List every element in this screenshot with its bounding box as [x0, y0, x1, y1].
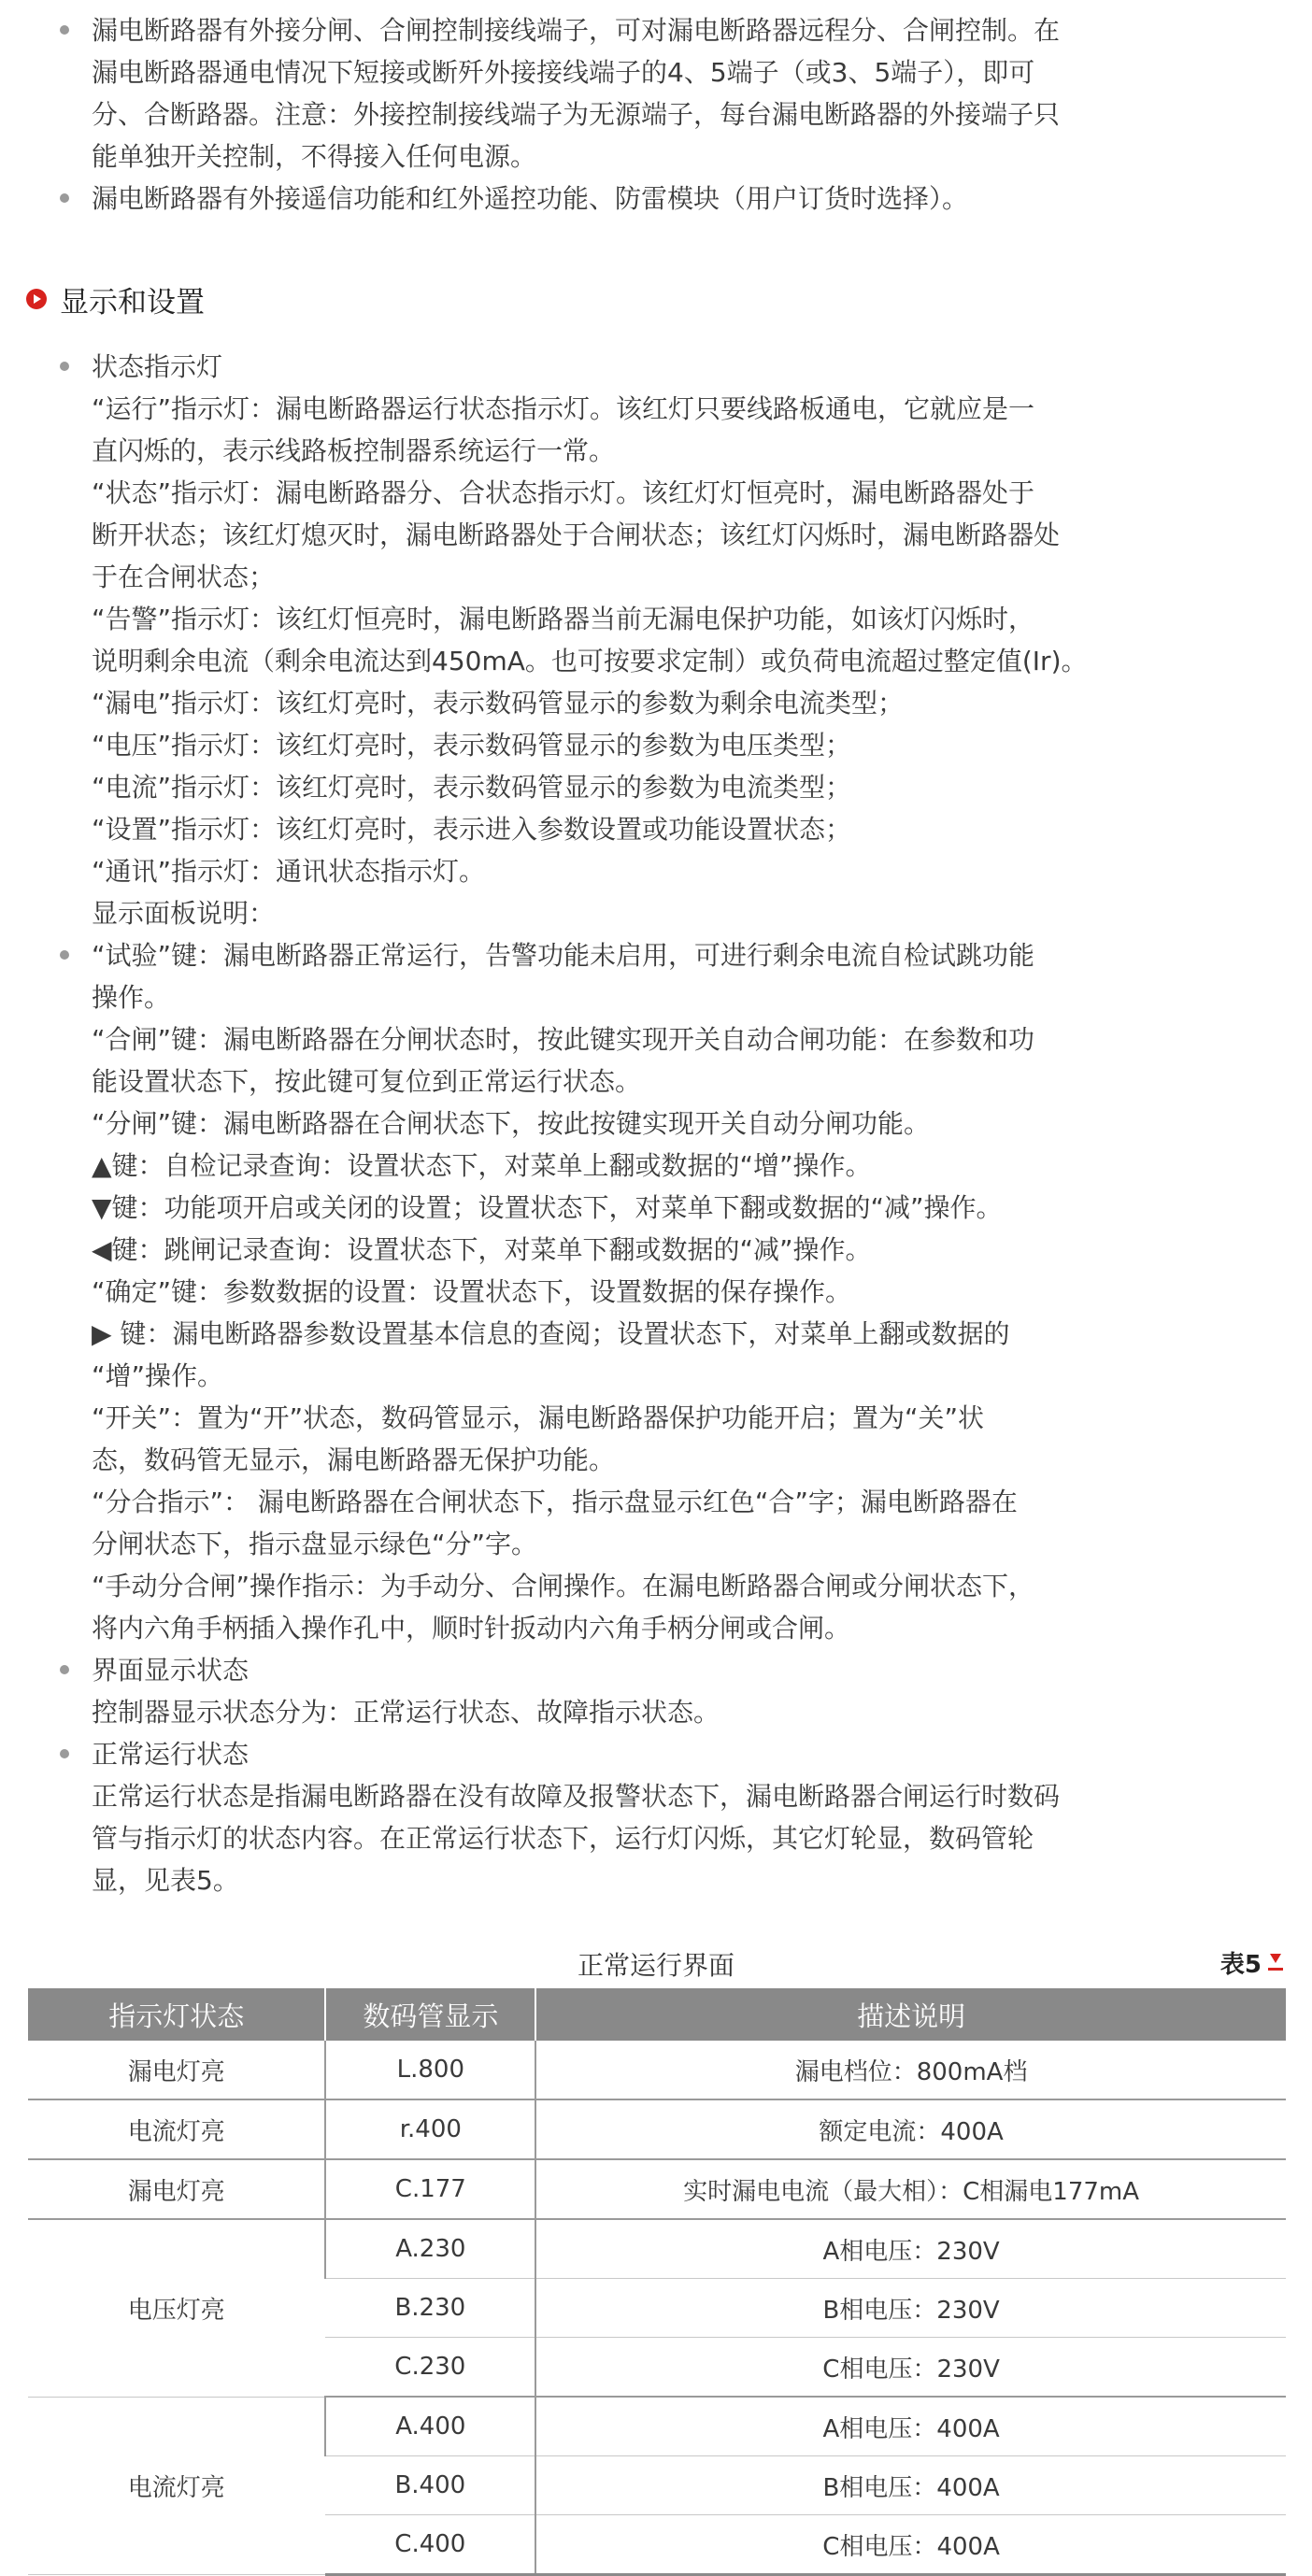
text-line: ▶ 键：漏电断路器参数设置基本信息的查阅；设置状态下，对菜单上翻或数据的 — [92, 1318, 1010, 1349]
text-line: 界面显示状态 — [92, 1655, 250, 1686]
text-line: 说明剩余电流（剩余电流达到450mA。也可按要求定制）或负荷电流超过整定值(Ir)。 — [92, 646, 1088, 676]
text-line: “状态”指示灯：漏电断路器分、合状态指示灯。该红灯灯恒亮时，漏电断路器处于 — [92, 477, 1035, 508]
text-line: 正常运行状态 — [92, 1739, 250, 1770]
paragraph-normal-state — [92, 1733, 1292, 1901]
cell-display: C.230 — [325, 2338, 535, 2398]
text-line: 能设置状态下，按此键可复位到正常运行状态。 — [92, 1066, 642, 1097]
download-icon[interactable] — [1267, 1954, 1284, 1972]
cell-desc: A相电压：400A — [535, 2397, 1286, 2456]
cell-display: C.400 — [325, 2515, 535, 2575]
table-row — [28, 2159, 1286, 2219]
section-heading — [26, 280, 205, 318]
bullet-dot — [60, 193, 69, 203]
text-line: “设置”指示灯：该红灯亮时，表示进入参数设置或功能设置状态； — [92, 814, 852, 845]
cell-state: 电压灯亮 — [28, 2219, 325, 2397]
cell-display: C.177 — [325, 2159, 535, 2219]
text-line: 能单独开关控制，不得接入任何电源。 — [92, 141, 537, 172]
cell-display: L.800 — [325, 2041, 535, 2099]
header-display: 数码管显示 — [325, 1988, 535, 2041]
table-caption: 正常运行界面 — [577, 1950, 734, 1981]
table-number — [1220, 1945, 1284, 1980]
paragraph-indicator-lights — [92, 346, 1292, 934]
text-line: 漏电断路器有外接遥信功能和红外遥控功能、防雷模块（用户订货时选择）。 — [92, 183, 969, 214]
text-line: “通讯”指示灯：通讯状态指示灯。 — [92, 856, 486, 887]
text-line: 态，数码管无显示，漏电断路器无保护功能。 — [92, 1445, 616, 1475]
text-line: “电压”指示灯：该红灯亮时，表示数码管显示的参数为电压类型； — [92, 730, 852, 761]
text-line: “开关”：置为“开”状态，数码管显示，漏电断路器保护功能开启；置为“关”状 — [92, 1402, 985, 1433]
text-line: “运行”指示灯：漏电断路器运行状态指示灯。该红灯只要线路板通电，它就应是一 — [92, 393, 1035, 424]
cell-desc: C相电压：400A — [535, 2515, 1286, 2575]
table-row — [28, 2219, 1286, 2279]
text-line: 显示面板说明： — [92, 898, 276, 929]
paragraph-display-state — [92, 1649, 1292, 1733]
paragraph-remote-control — [92, 9, 1292, 178]
cell-state: 漏电灯亮 — [28, 2041, 325, 2099]
text-line: “分闸”键：漏电断路器在合闸状态下，按此按键实现开关自动分闸功能。 — [92, 1108, 931, 1139]
bullet-dot — [60, 1749, 69, 1758]
text-line: “试验”键：漏电断路器正常运行，告警功能未启用，可进行剩余电流自检试跳功能 — [92, 940, 1035, 971]
table-number-label: 表5 — [1219, 1951, 1262, 1979]
cell-state: 电流灯亮 — [28, 2397, 325, 2575]
text-line: 正常运行状态是指漏电断路器在没有故障及报警状态下，漏电断路器合闸运行时数码 — [92, 1781, 1061, 1812]
text-line: “分合指示”： 漏电断路器在合闸状态下，指示盘显示红色“合”字；漏电断路器在 — [92, 1487, 1018, 1517]
cell-desc: 实时漏电电流（最大相）：C相漏电177mA — [535, 2159, 1286, 2219]
cell-state: 电流灯亮 — [28, 2099, 325, 2159]
text-line: “电流”指示灯：该红灯亮时，表示数码管显示的参数为电流类型； — [92, 772, 852, 803]
header-indicator-state: 指示灯状态 — [28, 1988, 325, 2041]
text-line: 直闪烁的，表示线路板控制器系统运行一常。 — [92, 435, 616, 466]
paragraph-optional-modules — [92, 178, 1292, 220]
bullet-dot — [60, 25, 69, 35]
cell-display: r.400 — [325, 2099, 535, 2159]
text-line: “漏电”指示灯：该红灯亮时，表示数码管显示的参数为剩余电流类型； — [92, 688, 905, 719]
text-line: 分、合断路器。注意：外接控制接线端子为无源端子，每台漏电断路器的外接端子只 — [92, 99, 1061, 130]
text-line: ▼键：功能项开启或关闭的设置；设置状态下，对菜单下翻或数据的“减”操作。 — [92, 1192, 1003, 1223]
header-description: 描述说明 — [535, 1988, 1286, 2041]
normal-operation-table — [28, 1988, 1286, 2576]
cell-display: B.400 — [325, 2456, 535, 2515]
bullet-dot — [60, 362, 69, 371]
play-circle-icon — [26, 289, 47, 309]
text-line: 漏电断路器通电情况下短接或断歼外接接线端子的4、5端子（或3、5端子），即可 — [92, 57, 1035, 88]
text-line: 控制器显示状态分为：正常运行状态、故障指示状态。 — [92, 1697, 720, 1728]
text-line: 操作。 — [92, 982, 171, 1013]
text-line: 分闸状态下，指示盘显示绿色“分”字。 — [92, 1529, 538, 1559]
cell-desc: 漏电档位：800mA档 — [535, 2041, 1286, 2099]
bullet-dot — [60, 1665, 69, 1674]
table-row — [28, 2397, 1286, 2456]
text-line: “增”操作。 — [92, 1360, 224, 1391]
table-header-row — [28, 1988, 1286, 2041]
cell-display: A.400 — [325, 2397, 535, 2456]
text-line: ◀键：跳闸记录查询：设置状态下，对菜单下翻或数据的“减”操作。 — [92, 1234, 872, 1265]
text-line: 断开状态；该红灯熄灭时，漏电断路器处于合闸状态；该红灯闪烁时，漏电断路器处 — [92, 519, 1061, 550]
text-line: ▲键：自检记录查询：设置状态下，对菜单上翻或数据的“增”操作。 — [92, 1150, 872, 1181]
text-line: 漏电断路器有外接分闸、合闸控制接线端子，可对漏电断路器远程分、合闸控制。在 — [92, 15, 1061, 46]
section-title: 显示和设置 — [60, 285, 205, 320]
cell-desc: C相电压：230V — [535, 2338, 1286, 2398]
cell-desc: B相电压：400A — [535, 2456, 1286, 2515]
text-line: “手动分合闸”操作指示：为手动分、合闸操作。在漏电断路器合闸或分闸状态下， — [92, 1571, 1035, 1601]
text-line: 状态指示灯 — [92, 351, 223, 382]
cell-state: 漏电灯亮 — [28, 2159, 325, 2219]
text-line: “确定”键：参数数据的设置：设置状态下，设置数据的保存操作。 — [92, 1276, 852, 1307]
text-line: 将内六角手柄插入操作孔中，顺时针扳动内六角手柄分闸或合闸。 — [92, 1613, 851, 1644]
text-line: 于在合闸状态； — [92, 562, 276, 592]
cell-display: B.230 — [325, 2279, 535, 2338]
table-row — [28, 2099, 1286, 2159]
paragraph-panel-keys — [92, 934, 1292, 1649]
text-line: “合闸”键：漏电断路器在分闸状态时，按此键实现开关自动合闸功能：在参数和功 — [92, 1024, 1035, 1055]
table-row — [28, 2041, 1286, 2099]
text-line: 管与指示灯的状态内容。在正常运行状态下，运行灯闪烁，其它灯轮显，数码管轮 — [92, 1823, 1034, 1854]
text-line: 显，见表5。 — [92, 1865, 239, 1896]
bullet-dot — [60, 950, 69, 960]
cell-desc: B相电压：230V — [535, 2279, 1286, 2338]
text-line: “告警”指示灯：该红灯恒亮时，漏电断路器当前无漏电保护功能，如该灯闪烁时， — [92, 604, 1035, 634]
cell-desc: A相电压：230V — [535, 2219, 1286, 2279]
cell-display: A.230 — [325, 2219, 535, 2279]
cell-desc: 额定电流：400A — [535, 2099, 1286, 2159]
